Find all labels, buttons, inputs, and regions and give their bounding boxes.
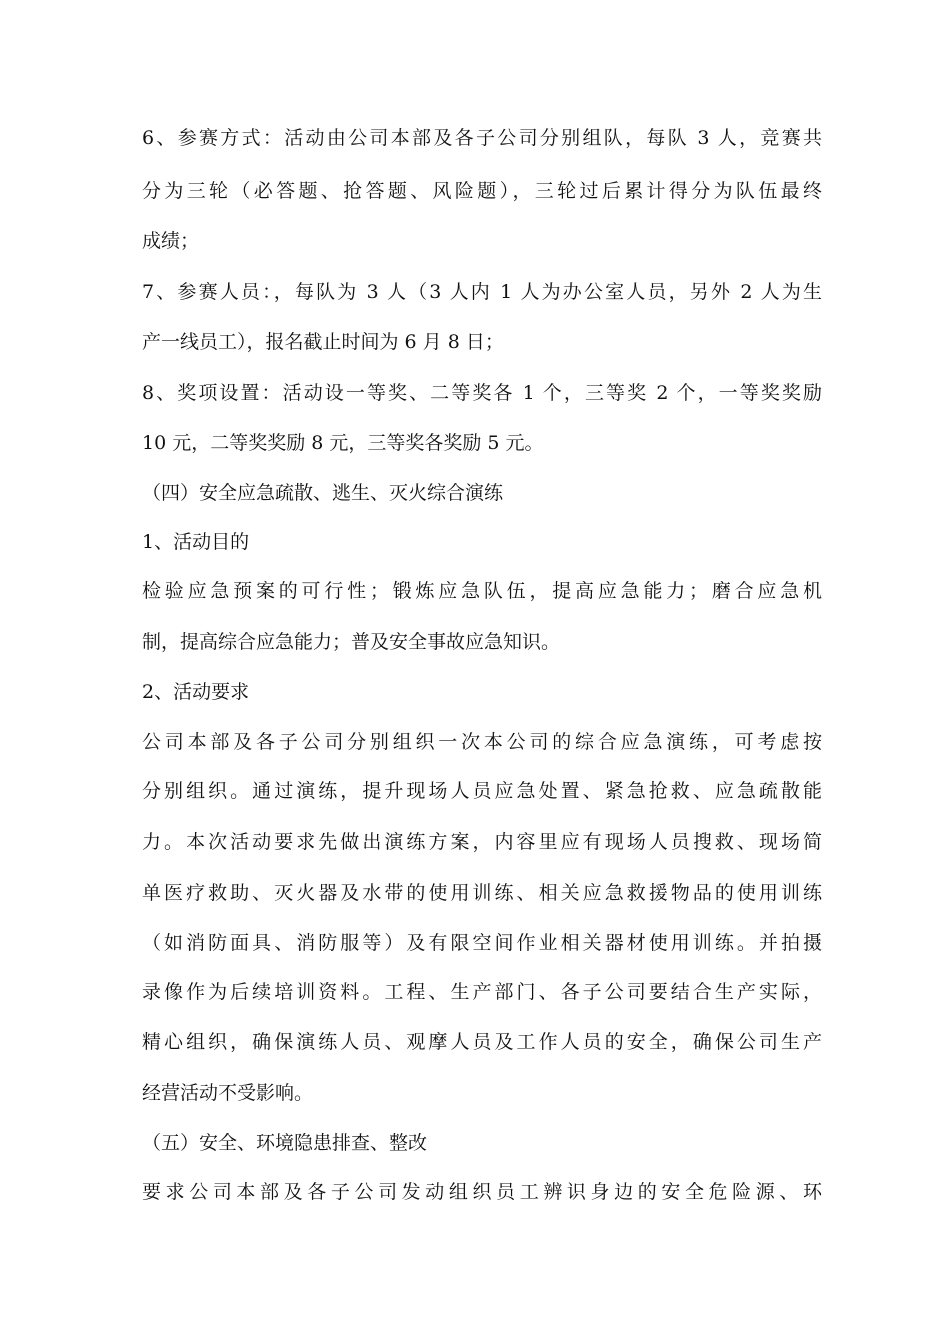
text-line-4: 7、参赛人员：，每队为 3 人（3 人内 1 人为办公室人员，另外 2 人为生	[142, 281, 822, 303]
subheading-activity-requirements: 2、活动要求	[142, 681, 250, 703]
subheading-activity-purpose: 1、活动目的	[142, 531, 250, 553]
text-line-2: 分为三轮（必答题、抢答题、风险题），三轮过后累计得分为队伍最终	[142, 180, 822, 202]
text-line-20: 经营活动不受影响。	[142, 1082, 314, 1104]
text-line-15: 力。本次活动要求先做出演练方案，内容里应有现场人员搜救、现场简	[142, 831, 822, 853]
text-line-16: 单医疗救助、灭火器及水带的使用训练、相关应急救援物品的使用训练	[142, 882, 822, 904]
text-line-13: 公司本部及各子公司分别组织一次本公司的综合应急演练，可考虑按	[142, 731, 822, 753]
text-line-7: 10 元，二等奖奖励 8 元，三等奖各奖励 5 元。	[142, 432, 544, 454]
text-line-18: 录像作为后续培训资料。工程、生产部门、各子公司要结合生产实际，	[142, 981, 822, 1003]
text-line-22: 要求公司本部及各子公司发动组织员工辨识身边的安全危险源、环	[142, 1181, 822, 1203]
section-heading-5: （五）安全、环境隐患排查、整改	[142, 1132, 428, 1154]
text-line-6: 8、奖项设置：活动设一等奖、二等奖各 1 个，三等奖 2 个，一等奖奖励	[142, 382, 822, 404]
text-line-5: 产一线员工），报名截止时间为 6 月 8 日；	[142, 331, 504, 353]
text-line-10: 检验应急预案的可行性；锻炼应急队伍，提高应急能力；磨合应急机	[142, 580, 822, 602]
text-line-19: 精心组织，确保演练人员、观摩人员及工作人员的安全，确保公司生产	[142, 1031, 822, 1053]
text-line-1: 6、参赛方式：活动由公司本部及各子公司分别组队，每队 3 人，竞赛共	[142, 127, 822, 149]
text-line-17: （如消防面具、消防服等）及有限空间作业相关器材使用训练。并拍摄	[142, 932, 822, 954]
text-line-11: 制，提高综合应急能力；普及安全事故应急知识。	[142, 631, 561, 653]
text-line-3: 成绩；	[142, 230, 200, 252]
text-line-14: 分别组织。通过演练，提升现场人员应急处置、紧急抢救、应急疏散能	[142, 780, 822, 802]
section-heading-4: （四）安全应急疏散、逃生、灭火综合演练	[142, 482, 504, 504]
